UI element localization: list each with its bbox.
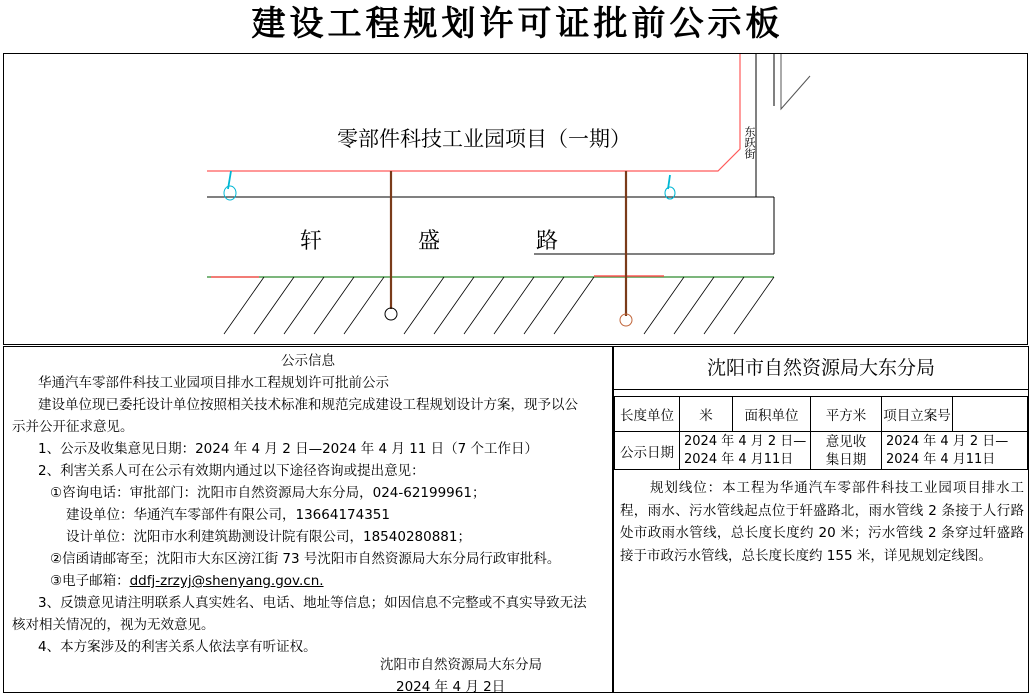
area-unit-value: 平方米: [811, 397, 882, 432]
site-plan-map: [3, 53, 1028, 345]
pub-date-label: 公示日期: [615, 432, 680, 470]
notice-item-2: 2、利害关系人可在公示有效期内通过以下途径咨询或提出意见：: [38, 463, 425, 479]
notice-mail: ②信函请邮寄至；沈阳市大东区滂江街 73 号沈阳市自然资源局大东分局行政审批科。: [50, 551, 561, 567]
notice-subject: 华通汽车零部件科技工业园项目排水工程规划许可批前公示: [38, 375, 389, 391]
road-label-char: 盛: [418, 229, 441, 254]
opinion-label-line: 集日期: [825, 451, 867, 468]
opinion-date-end: 2024 年 4 月11日: [886, 451, 996, 467]
area-unit-label: 面积单位: [733, 397, 811, 432]
road-label-char: 轩: [300, 229, 323, 254]
notice-builder: 建设单位：华通汽车零部件有限公司，13664174351: [66, 507, 390, 523]
notice-item-4: 4、本方案涉及的利害关系人依法享有听证权。: [38, 639, 317, 655]
info-table: [614, 396, 1028, 470]
notice-item-1: 1、公示及收集意见日期：2024 年 4 月 2 日—2024 年 4 月 11 日（7 个工作日）: [38, 441, 539, 457]
pub-date-value: [680, 432, 811, 470]
info-panel: [613, 346, 1029, 693]
site-plan-drawing: [4, 54, 1027, 344]
rain-outlet-marker: [224, 186, 236, 200]
opinion-label-line: 意见收: [825, 433, 867, 450]
email-label: ③电子邮箱：: [50, 573, 130, 589]
project-no-label: 项目立案号: [882, 397, 953, 432]
notice-item-3: 3、反馈意见请注明联系人真实姓名、电话、地址等信息；如因信息不完整或不真实导致无法: [38, 595, 587, 611]
notice-phone: ①咨询电话：审批部门：沈阳市自然资源局大东分局，024-62199961；: [50, 485, 486, 501]
boundary-line: [781, 54, 810, 109]
street-label: 东跃街: [743, 126, 756, 159]
property-line: [207, 54, 740, 171]
length-unit-value: 米: [680, 397, 733, 432]
length-unit-label: 长度单位: [615, 397, 680, 432]
notice-intro: 示并公开征求意见。: [12, 419, 134, 435]
plan-description: 规划线位：本工程为华通汽车零部件科技工业园项目排水工程，雨水、污水管线起点位于轩盛路北，雨水管线 2 条接于人行路处市政雨水管线，总长度长度约 20 米；污水管线 2 条穿过轩盛路接于市政污水管线，总长度长度约 155 米，详见规划定线图。: [620, 480, 1024, 564]
project-name: 零部件科技工业园项目（一期）: [337, 127, 631, 151]
notice-panel: [3, 346, 613, 693]
manhole-marker: [385, 308, 397, 320]
notice-email: [50, 569, 324, 589]
notice-designer: 设计单位：沈阳市水利建筑勘测设计院有限公司，18540280881；: [66, 529, 471, 545]
board-title: 建设工程规划许可证批前公示板: [251, 4, 784, 44]
email-link[interactable]: ddfj-zrzyj@shenyang.gov.cn.: [129, 573, 324, 589]
notice-heading: 公示信息: [281, 353, 335, 369]
pub-date-start: 2024 年 4 月 2 日—: [684, 433, 807, 449]
opinion-date-start: 2024 年 4 月 2 日—: [886, 433, 1009, 449]
notice-intro: 建设单位现已委托设计单位按照相关技术标准和规范完成建设工程规划设计方案，现予以公: [38, 397, 578, 413]
notice-item-3: 核对相关情况的，视为无效意见。: [12, 617, 215, 633]
signature-org: 沈阳市自然资源局大东分局: [380, 657, 542, 673]
project-no-value: [953, 397, 1028, 432]
signature-date: 2024 年 4 月 2日: [396, 679, 506, 695]
road-label-char: 路: [536, 229, 559, 254]
opinion-date-value: [882, 432, 1028, 470]
hatch-pattern: [224, 277, 774, 334]
authority-title: 沈阳市自然资源局大东分局: [614, 347, 1028, 390]
pub-date-end: 2024 年 4 月11日: [684, 451, 794, 467]
opinion-date-label: [811, 432, 882, 470]
